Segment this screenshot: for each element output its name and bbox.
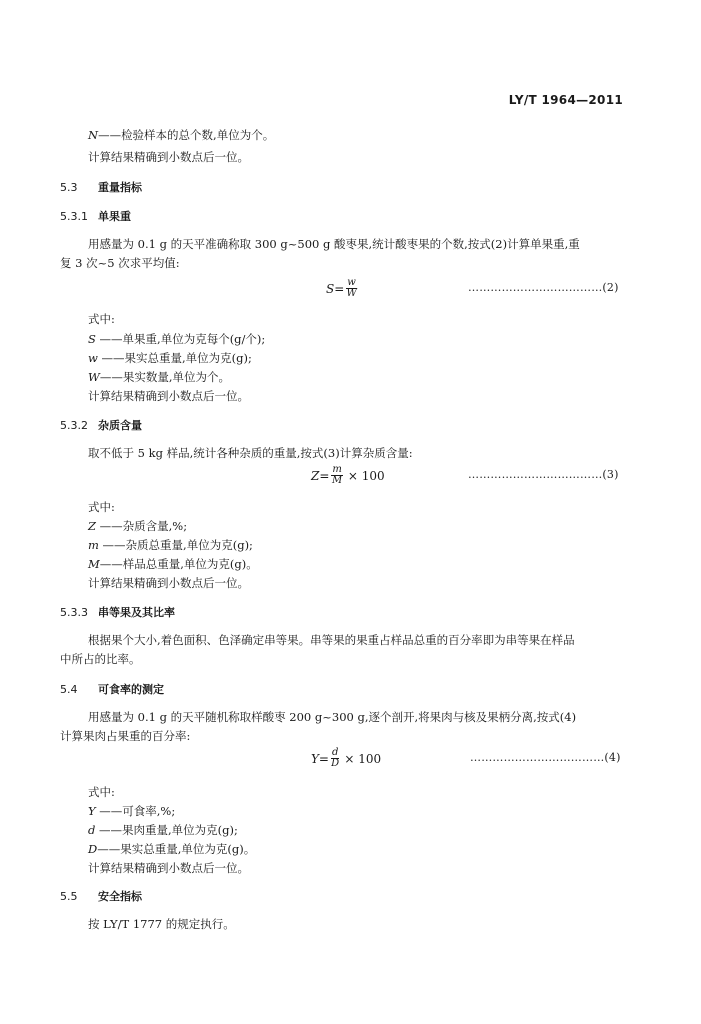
section-heading-5-3-2: [60, 418, 142, 433]
definition-y: [88, 804, 175, 819]
definition-text: ——样品总重量,单位为克(g)。: [99, 557, 258, 571]
definition-s: [88, 332, 265, 347]
formula-fraction: [331, 748, 339, 769]
symbol: w: [88, 351, 98, 365]
definition-text: ——果实总重量,单位为克(g)。: [97, 842, 256, 856]
symbol: S: [88, 332, 96, 346]
section-title: 串等果及其比率: [98, 606, 175, 619]
numerator: d: [331, 747, 339, 758]
symbol: M: [88, 557, 100, 571]
definition-text: ——可食率,%;: [95, 804, 176, 818]
formula-label-3: ………………………………(3): [468, 468, 619, 481]
formula-lhs: Z: [311, 468, 320, 483]
denominator: W: [346, 288, 357, 299]
formula-2: [326, 278, 359, 299]
paragraph: 用感量为 0.1 g 的天平准确称取 300 g~500 g 酸枣果,统计酸枣果的个数,按式(2)计算单果重,重: [88, 237, 580, 251]
formula-lhs: Y: [311, 751, 319, 766]
definition-text: ——检验样本的总个数,单位为个。: [98, 128, 275, 142]
section-heading-5-4: [60, 682, 164, 697]
definition-m-total: [88, 557, 258, 572]
symbol: W: [88, 370, 100, 384]
definition-text: ——杂质含量,%;: [96, 519, 188, 533]
symbol: Z: [88, 519, 96, 533]
definition-text: ——果实总重量,单位为克(g);: [97, 351, 252, 365]
formula-lhs: S: [326, 281, 335, 296]
formula-4: [311, 748, 381, 769]
section-title: 重量指标: [98, 181, 142, 194]
definition-d-total: [88, 842, 255, 857]
paragraph: 按 LY/T 1777 的规定执行。: [88, 917, 235, 931]
section-number: 5.3.2: [60, 419, 88, 432]
paragraph: 中所占的比率。: [60, 652, 141, 666]
formula-multiplier: × 100: [344, 751, 382, 766]
formula-fraction: [331, 465, 342, 486]
precision-note: 计算结果精确到小数点后一位。: [88, 389, 249, 403]
symbol: m: [88, 538, 99, 552]
definition-n: [88, 128, 274, 143]
precision-note: 计算结果精确到小数点后一位。: [88, 150, 249, 164]
definition-text: ——单果重,单位为克每个(g/个);: [95, 332, 266, 346]
numerator: m: [332, 464, 342, 475]
section-number: 5.3.3: [60, 606, 88, 619]
formula-label-2: ………………………………(2): [468, 281, 619, 294]
paragraph: 计算果肉占果重的百分率:: [60, 729, 191, 743]
section-title: 杂质含量: [98, 419, 142, 432]
precision-note: 计算结果精确到小数点后一位。: [88, 576, 249, 590]
section-heading-5-3: [60, 180, 142, 195]
formula-label-4: ………………………………(4): [470, 751, 621, 764]
symbol: D: [88, 842, 98, 856]
section-title: 单果重: [98, 210, 131, 223]
section-title: 可食率的测定: [98, 683, 164, 696]
precision-note: 计算结果精确到小数点后一位。: [88, 861, 249, 875]
definition-z: [88, 519, 187, 534]
paragraph: 取不低于 5 kg 样品,统计各种杂质的重量,按式(3)计算杂质含量:: [88, 446, 413, 460]
section-heading-5-5: [60, 889, 142, 904]
section-title: 安全指标: [98, 890, 142, 903]
formula-equals: =: [334, 281, 345, 296]
formula-equals: =: [318, 751, 329, 766]
definition-text: ——杂质总重量,单位为克(g);: [98, 538, 253, 552]
symbol: d: [88, 823, 96, 837]
symbol: N: [88, 128, 99, 142]
paragraph: 根据果个大小,着色面积、色泽确定串等果。串等果的果重占样品总重的百分率即为串等果在样品: [88, 633, 575, 647]
section-number: 5.5: [60, 890, 78, 903]
formula-multiplier: × 100: [347, 468, 385, 483]
definition-w-count: [88, 370, 230, 385]
formula-equals: =: [319, 468, 330, 483]
definition-text: ——果实数量,单位为个。: [99, 370, 230, 384]
paragraph: 复 3 次~5 次求平均值:: [60, 256, 180, 270]
definition-m: [88, 538, 253, 553]
denominator: D: [331, 758, 340, 769]
paragraph: 用感量为 0.1 g 的天平随机称取样酸枣 200 g~300 g,逐个剖开,将果肉与核及果柄分离,按式(4): [88, 710, 577, 724]
standard-code: LY/T 1964—2011: [508, 93, 623, 107]
section-number: 5.3: [60, 181, 78, 194]
definition-text: ——果肉重量,单位为克(g);: [95, 823, 238, 837]
where-label: 式中:: [88, 500, 115, 514]
numerator: w: [347, 277, 356, 288]
formula-fraction: [346, 278, 357, 299]
definition-d: [88, 823, 238, 838]
formula-3: [311, 465, 385, 486]
symbol: Y: [88, 804, 96, 818]
where-label: 式中:: [88, 312, 115, 326]
definition-w: [88, 351, 252, 366]
denominator: M: [332, 475, 343, 486]
section-heading-5-3-3: [60, 605, 175, 620]
section-heading-5-3-1: [60, 209, 131, 224]
section-number: 5.4: [60, 683, 78, 696]
where-label: 式中:: [88, 785, 115, 799]
section-number: 5.3.1: [60, 210, 88, 223]
